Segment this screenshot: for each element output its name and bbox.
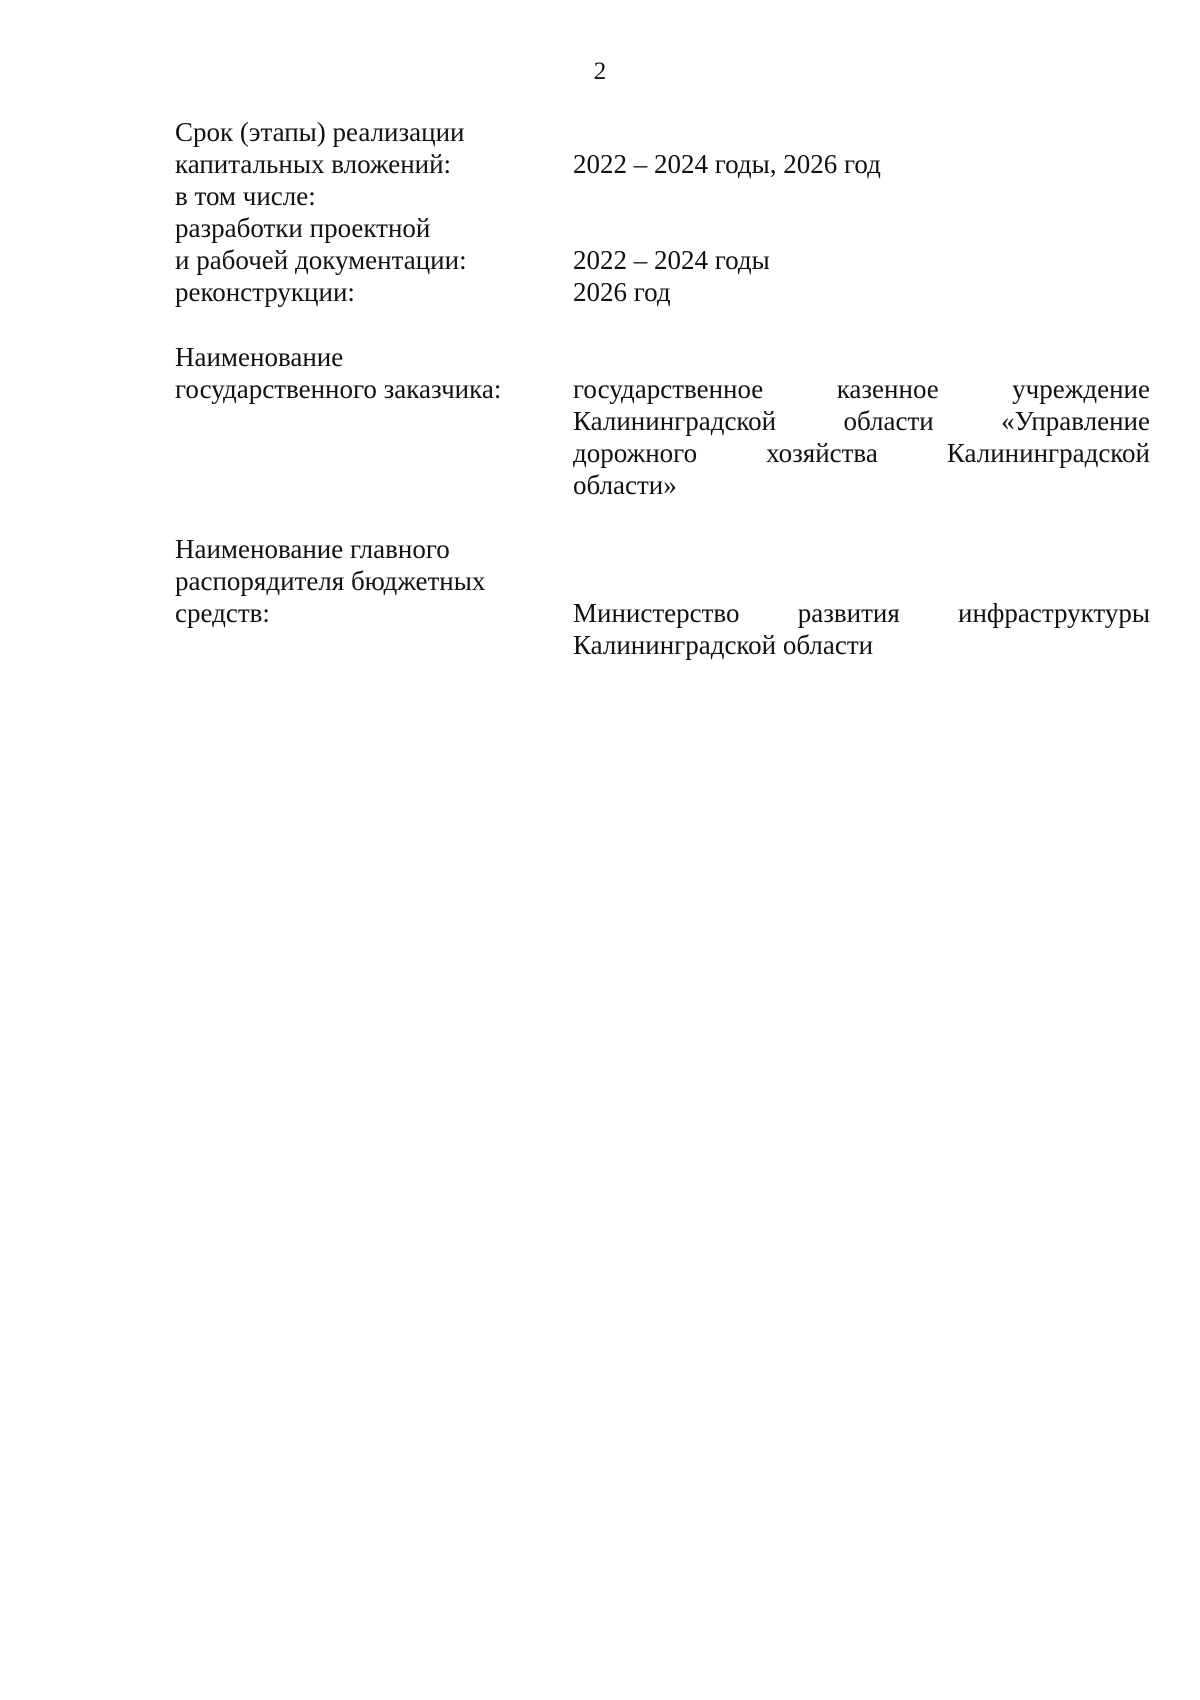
customer-word: Калининградской — [946, 438, 1150, 468]
customer-word: области — [843, 406, 934, 436]
customer-word: «Управление — [1001, 406, 1150, 436]
schedule-label-line-2: капитальных вложений: — [175, 149, 452, 179]
customer-value-line-2 — [573, 405, 1150, 437]
manager-value-line-1 — [573, 597, 1150, 629]
customer-word: Калининградской — [573, 406, 777, 436]
customer-word: учреждение — [1012, 374, 1150, 404]
customer-word: дорожного — [573, 438, 698, 468]
customer-word: государственное — [573, 374, 764, 404]
manager-label-line-1: Наименование главного — [175, 534, 450, 564]
manager-word: инфраструктуры — [958, 598, 1150, 628]
schedule-label-line-1: Срок (этапы) реализации — [175, 117, 465, 147]
customer-label-line-1: Наименование — [175, 342, 344, 372]
manager-section — [175, 533, 1150, 661]
customer-value-line-1 — [573, 373, 1150, 405]
customer-value-line-4: области» — [573, 470, 677, 500]
schedule-label-line-4: разработки проектной — [175, 213, 431, 243]
customer-section — [175, 341, 1150, 501]
schedule-section — [175, 116, 1150, 308]
schedule-value-design: 2022 – 2024 годы — [573, 245, 770, 275]
manager-label-line-3: средств: — [175, 598, 270, 628]
schedule-label-line-5: и рабочей документации: — [175, 245, 467, 275]
schedule-label-line-3: в том числе: — [175, 181, 316, 211]
manager-label-line-2: распорядителя бюджетных — [175, 566, 486, 596]
customer-word: хозяйства — [766, 438, 878, 468]
manager-word: Министерство — [573, 598, 740, 628]
customer-label-line-2: государственного заказчика: — [175, 374, 502, 404]
manager-word: развития — [797, 598, 900, 628]
customer-word: казенное — [836, 374, 939, 404]
schedule-label-line-6: реконструкции: — [175, 277, 355, 307]
customer-value-line-3 — [573, 437, 1150, 469]
schedule-value-main: 2022 – 2024 годы, 2026 год — [573, 149, 881, 179]
schedule-value-reconstruction: 2026 год — [573, 277, 671, 307]
page-number: 2 — [593, 58, 607, 85]
manager-value-line-2: Калининградской области — [573, 630, 874, 660]
